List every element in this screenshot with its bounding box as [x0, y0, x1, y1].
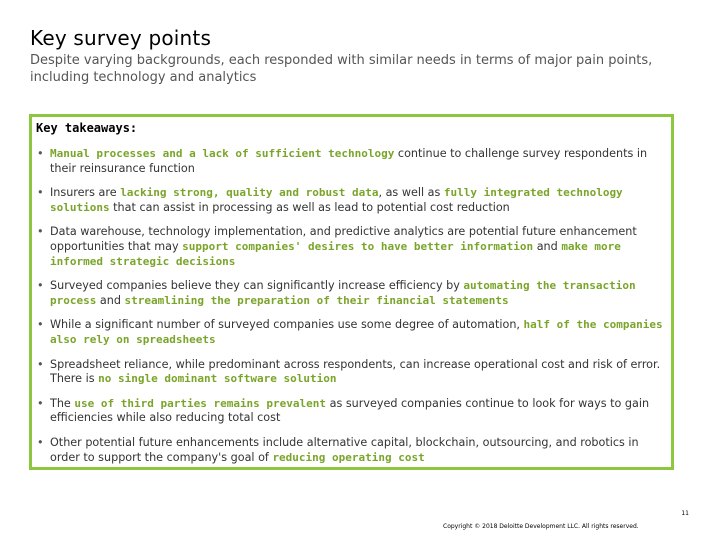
highlight-text: half of the companies also rely on spreadsheets [50, 318, 663, 346]
key-takeaways-box [29, 114, 674, 470]
body-text: The [50, 396, 75, 410]
highlight-text: lacking strong, quality and robust data [120, 186, 379, 200]
takeaway-item [36, 436, 665, 465]
highlight-text: fully integrated technology solutions [50, 186, 623, 214]
highlight-text: use of third parties remains prevalent [74, 396, 327, 410]
bullet-icon: • [37, 186, 44, 200]
takeaway-item [36, 279, 665, 308]
highlight-text: Manual processes and a lack of sufficient technology [50, 147, 395, 160]
bullet-icon: • [37, 357, 44, 371]
bullet-icon: • [37, 147, 44, 160]
highlight-text: reducing operating cost [272, 450, 425, 464]
key-takeaways-heading: Key takeaways: [36, 121, 138, 135]
body-text: , as well as [378, 186, 444, 200]
body-text: as surveyed companies continue to look for ways to gain efficiencies while also reducing total cost [50, 396, 650, 425]
body-text: While a significant number of surveyed companies use some degree of automation, [50, 318, 524, 332]
body-text: Spreadsheet reliance, while predominant across respondents, can increase operational cost and risk of error. There is [50, 357, 661, 386]
page-number: 11 [681, 510, 689, 517]
bullet-icon: • [37, 225, 44, 239]
highlight-text: make more informed strategic decisions [50, 239, 621, 268]
body-text: Surveyed companies believe they can significantly increase efficiency by [50, 279, 464, 293]
body-text: Other potential future enhancements include alternative capital, blockchain, outsourcing, and robotics in order to support the company's goal of [50, 435, 639, 464]
page-title: Key survey points [30, 26, 212, 50]
takeaways-list [36, 147, 665, 465]
highlight-text: support companies' desires to have better information [182, 239, 534, 253]
takeaway-item [36, 147, 665, 176]
body-text: that can assist in processing as well as lead to potential cost reduction [109, 200, 510, 214]
highlight-text: automating the transaction process [50, 279, 636, 307]
bullet-icon: • [37, 279, 44, 293]
copyright-notice: Copyright © 2018 Deloitte Development LLC. All rights reserved. [443, 523, 639, 530]
takeaway-item [36, 397, 665, 426]
highlight-text: no single dominant software solution [98, 372, 337, 386]
takeaway-item [36, 186, 665, 215]
body-text: Insurers are [50, 186, 121, 200]
takeaway-item [36, 318, 665, 347]
highlight-text: streamlining the preparation of their financial statements [124, 293, 509, 307]
bullet-icon: • [37, 435, 44, 449]
page-subtitle: Despite varying backgrounds, each responded with similar needs in terms of major pain points, including technology and analytics [30, 53, 653, 85]
body-text: and [96, 293, 125, 307]
takeaway-item [36, 225, 665, 269]
bullet-icon: • [37, 318, 44, 332]
body-text: and [533, 239, 562, 253]
takeaway-item [36, 358, 665, 387]
body-text: continue to challenge survey respondents in their reinsurance function [50, 147, 648, 175]
body-text: Data warehouse, technology implementation, and predictive analytics are potential future enhancement opportunities that may [50, 225, 637, 253]
bullet-icon: • [37, 396, 44, 410]
